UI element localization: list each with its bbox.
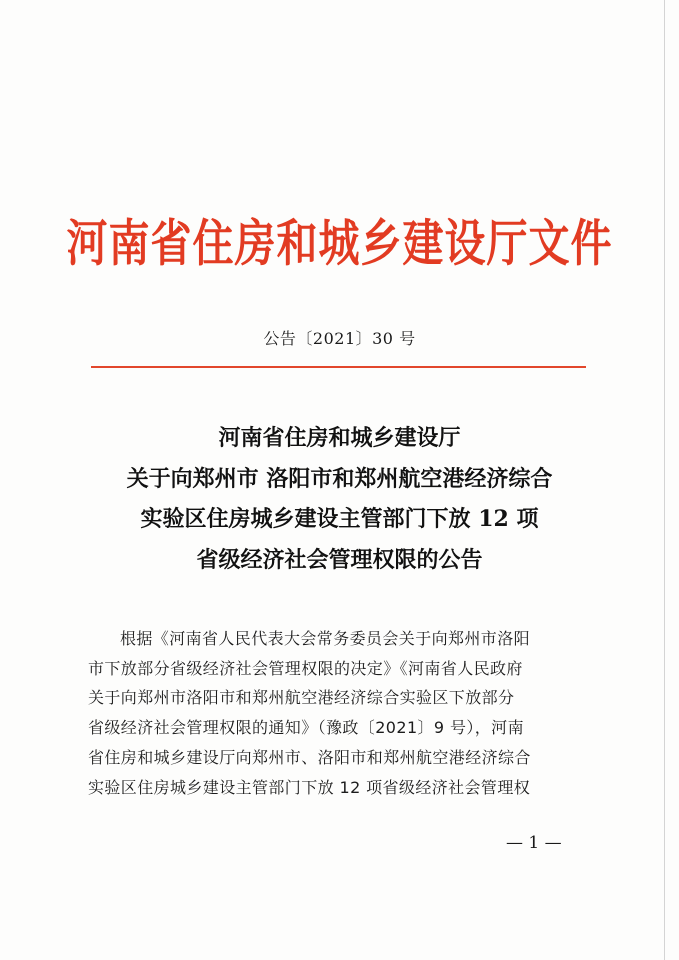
body-line: 市下放部分省级经济社会管理权限的决定》《河南省人民政府	[88, 658, 523, 678]
notice-title-line: 实验区住房城乡建设主管部门下放 12 项	[140, 506, 539, 532]
body-line: 省住房和城乡建设厅向郑州市、洛阳市和郑州航空港经济综合	[88, 747, 531, 767]
notice-title-line: 河南省住房和城乡建设厅	[218, 425, 461, 451]
body-line: 省级经济社会管理权限的通知》（豫政〔2021〕9 号），河南	[88, 718, 524, 738]
body-line: 关于向郑州市洛阳市和郑州航空港经济综合实验区下放部分	[88, 688, 515, 708]
body-paragraph	[88, 624, 588, 802]
body-line: 实验区住房城乡建设主管部门下放 12 项省级经济社会管理权	[88, 777, 531, 797]
notice-title-line: 省级经济社会管理权限的公告	[196, 546, 483, 573]
red-divider-line	[91, 366, 586, 368]
page-number: — 1 —	[506, 833, 562, 853]
notice-title	[0, 418, 679, 580]
body-line: 根据《河南省人民代表大会常务委员会关于向郑州市洛阳	[120, 629, 531, 648]
document-number: 公告〔2021〕30 号	[263, 329, 416, 348]
document-header-title: 河南省住房和城乡建设厅文件	[66, 214, 613, 273]
notice-title-line: 关于向郑州市 洛阳市和郑州航空港经济综合	[126, 465, 553, 492]
